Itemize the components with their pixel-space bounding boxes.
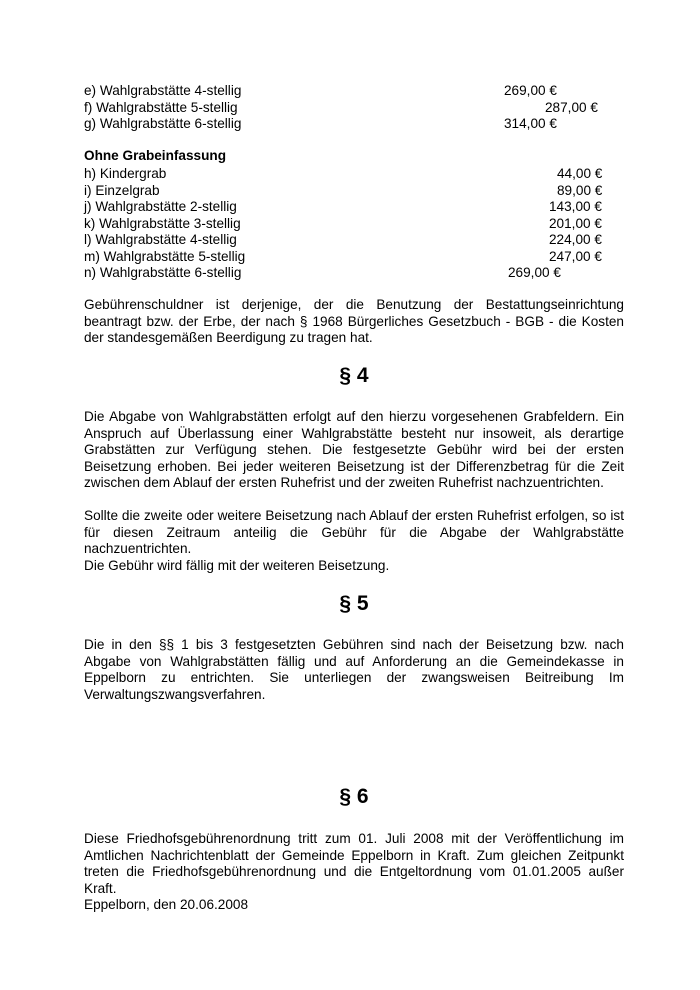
fee-label: m) Wahlgrabstätte 5-stellig: [84, 248, 246, 264]
fee-row: [84, 116, 624, 133]
fee-price: 269,00 €: [504, 83, 557, 98]
fee-row: [84, 249, 624, 266]
fee-price: 44,00 €: [557, 166, 603, 181]
section-heading-4: § 4: [339, 364, 369, 387]
subheading-ohne-grabeinfassung: Ohne Grabeinfassung: [84, 148, 227, 163]
fee-price: 201,00 €: [549, 215, 602, 231]
fee-row: [84, 183, 624, 200]
fee-label: j) Wahlgrabstätte 2-stellig: [84, 199, 237, 214]
document-page: [84, 0, 624, 990]
section-heading-6: § 6: [339, 785, 369, 808]
fee-row: [84, 83, 624, 100]
fee-price: 269,00 €: [508, 265, 561, 280]
fee-label: e) Wahlgrabstätte 4-stellig: [84, 83, 242, 98]
fee-debtor-paragraph: [84, 297, 624, 347]
fee-label: i) Einzelgrab: [84, 182, 160, 198]
fee-row: [84, 216, 624, 233]
paragraph: Diese Friedhofsgebührenordnung tritt zum 01. Juli 2008 mit der Veröffentlichung im Amtlichen Nachrichtenblatt der Gemeinde Eppelborn in Kraft. Zum gleichen Zeitpunkt treten die Friedhofsgebührenordnung und die Entgeltordnung vom 01.01.2005 außer Kraft.: [84, 831, 624, 896]
fee-label: f) Wahlgrabstätte 5-stellig: [84, 99, 238, 115]
fee-price: 224,00 €: [549, 232, 602, 247]
paragraph: Die Abgabe von Wahlgrabstätten erfolgt auf den hierzu vorgesehenen Grabfeldern. Ein Anspruch auf Überlassung einer Wahlgrabstätte besteht nur insoweit, als derartige Grabstätten zur Verfügung stehen. Die festgesetzte Gebühr wird bei der ersten Beisetzung erhoben. Bei jeder weiteren Beisetzung ist der Differenzbetrag für die Zeit zwischen dem Ablauf der ersten Ruhefrist und der zweiten Ruhefrist nachzuentrichten.: [84, 409, 624, 490]
fee-list-without-border: [84, 166, 624, 282]
fee-price: 287,00 €: [545, 99, 598, 115]
fee-price: 314,00 €: [504, 116, 557, 131]
fee-row: [84, 265, 624, 282]
fee-list-with-border: [84, 83, 624, 133]
paragraph: Gebührenschuldner ist derjenige, der die Benutzung der Bestattungseinrichtung beantragt bzw. der Erbe, der nach § 1968 Bürgerliches Gesetzbuch - BGB - die Kosten der standesgemäßen Beerdigung zu tragen hat.: [84, 297, 624, 345]
fee-row: [84, 199, 624, 216]
paragraph: Die in den §§ 1 bis 3 festgesetzten Gebühren sind nach der Beisetzung bzw. nach Abgabe von Wahlgrabstätten fällig und auf Anforderung an die Gemeindekasse in Eppelborn zu entrichten. Sie unterliegen der zwangsweisen Beitreibung Im Verwaltungszwangsverfahren.: [84, 637, 624, 702]
fee-label: h) Kindergrab: [84, 166, 167, 181]
section-heading-5: § 5: [339, 592, 369, 615]
fee-label: n) Wahlgrabstätte 6-stellig: [84, 265, 242, 280]
fee-price: 247,00 €: [549, 248, 602, 264]
section-4-body-2: [84, 508, 624, 574]
fee-label: g) Wahlgrabstätte 6-stellig: [84, 116, 242, 131]
paragraph: Die Gebühr wird fällig mit der weiteren Beisetzung.: [84, 557, 390, 573]
section-6-body: [84, 831, 624, 897]
section-5-body: [84, 637, 624, 703]
fee-row: [84, 232, 624, 249]
fee-row: [84, 166, 624, 183]
fee-price: 143,00 €: [549, 199, 602, 214]
fee-label: k) Wahlgrabstätte 3-stellig: [84, 215, 241, 231]
paragraph: Sollte die zweite oder weitere Beisetzung nach Ablauf der ersten Ruhefrist erfolgen, so ist für diesen Zeitraum anteilig die Gebühr für die Abgabe der Wahlgrabstätte nachzuentrichten.: [84, 508, 624, 556]
fee-row: [84, 100, 624, 117]
fee-label: l) Wahlgrabstätte 4-stellig: [84, 232, 237, 247]
fee-price: 89,00 €: [557, 182, 603, 198]
place-date-text: Eppelborn, den 20.06.2008: [84, 897, 249, 912]
place-and-date: [84, 897, 624, 914]
section-4-body: [84, 409, 624, 492]
